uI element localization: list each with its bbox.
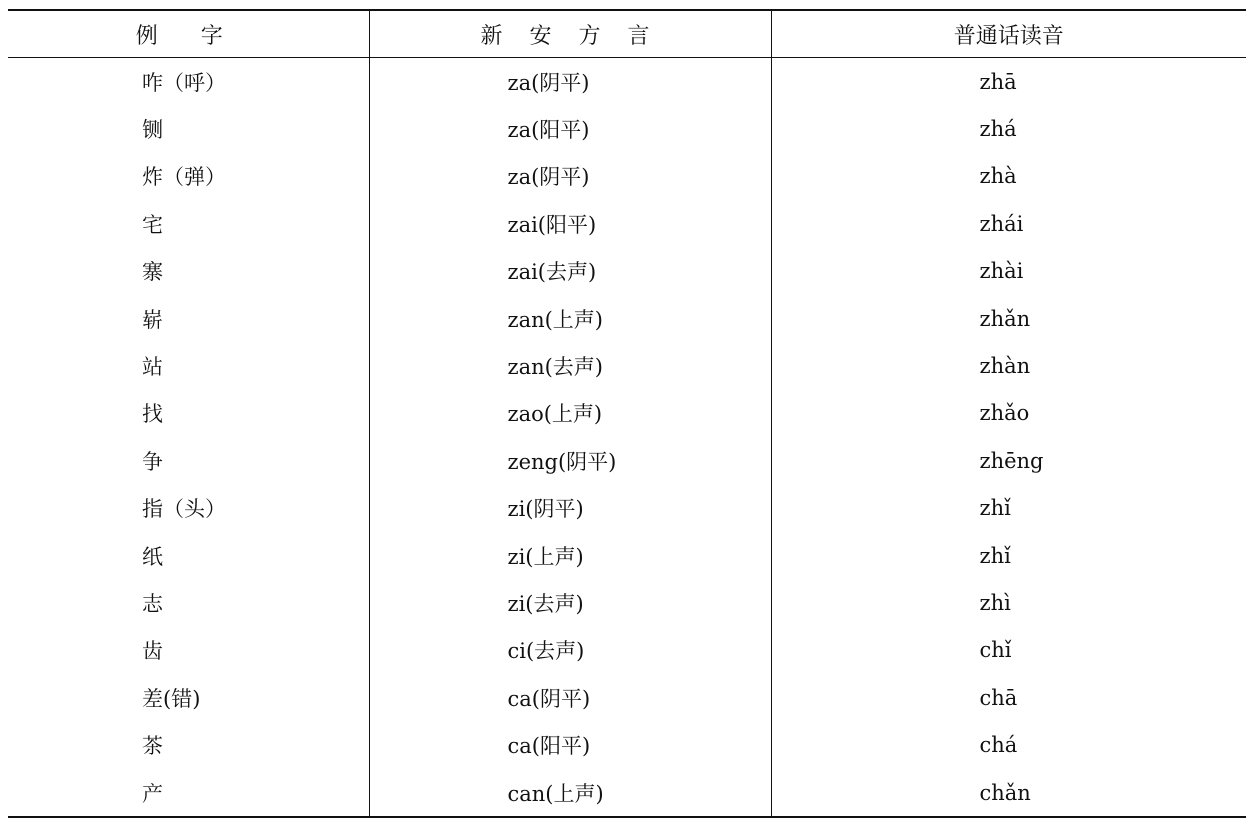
char-cell: 咋（呼） (142, 70, 226, 95)
char-cell: 产 (142, 781, 163, 806)
mandarin-reading-cell: zhǐ (771, 485, 1246, 532)
char-cell: 差(错) (142, 686, 201, 711)
mandarin-reading-cell: zhǐ (771, 532, 1246, 579)
char-cell: 寨 (142, 260, 163, 285)
mandarin-reading-cell: zhēng (771, 437, 1246, 484)
table-row (8, 200, 1246, 247)
table-row (8, 627, 1246, 674)
mandarin-reading-cell: zhá (771, 105, 1246, 152)
table-row (8, 579, 1246, 626)
char-cell: 炸（弹） (142, 165, 226, 190)
dialect-reading-cell: zi(阴平) (369, 485, 771, 532)
char-cell: 指（头） (142, 497, 226, 522)
table-row (8, 105, 1246, 152)
table-row (8, 342, 1246, 389)
mandarin-reading-cell: zhǎo (771, 390, 1246, 437)
char-cell: 争 (142, 449, 163, 474)
dialect-reading-cell: zai(阳平) (369, 200, 771, 247)
char-cell: 崭 (142, 307, 163, 332)
header-example-char: 例 字 (8, 10, 369, 58)
dialect-reading-cell: zi(上声) (369, 532, 771, 579)
dialect-reading-cell: za(阴平) (369, 58, 771, 106)
table-row (8, 721, 1246, 768)
mandarin-reading-cell: zhái (771, 200, 1246, 247)
dialect-reading-cell: zai(去声) (369, 248, 771, 295)
dialect-reading-cell: can(上声) (369, 769, 771, 817)
table-body (8, 58, 1246, 818)
dialect-reading-cell: zan(去声) (369, 342, 771, 389)
mandarin-reading-cell: zhàn (771, 342, 1246, 389)
char-cell: 茶 (142, 734, 163, 759)
dialect-reading-cell: za(阳平) (369, 105, 771, 152)
char-cell: 铡 (142, 118, 163, 143)
dialect-reading-cell: zao(上声) (369, 390, 771, 437)
table-row (8, 532, 1246, 579)
table-row (8, 674, 1246, 721)
table-row (8, 248, 1246, 295)
table-row (8, 437, 1246, 484)
char-cell: 齿 (142, 639, 163, 664)
char-cell: 找 (142, 402, 163, 427)
mandarin-reading-cell: chǐ (771, 627, 1246, 674)
char-cell: 站 (142, 355, 163, 380)
dialect-reading-cell: ci(去声) (369, 627, 771, 674)
table-row (8, 58, 1246, 106)
table-row (8, 295, 1246, 342)
pronunciation-table (8, 9, 1246, 818)
char-cell: 志 (142, 591, 163, 616)
dialect-reading-cell: ca(阴平) (369, 674, 771, 721)
mandarin-reading-cell: chá (771, 721, 1246, 768)
mandarin-reading-cell: zhài (771, 248, 1246, 295)
table-row (8, 769, 1246, 817)
header-mandarin-reading: 普通话读音 (771, 10, 1246, 58)
mandarin-reading-cell: zhà (771, 153, 1246, 200)
dialect-reading-cell: za(阴平) (369, 153, 771, 200)
dialect-reading-cell: zeng(阴平) (369, 437, 771, 484)
header-xinan-dialect: 新 安 方 言 (369, 10, 771, 58)
char-cell: 纸 (142, 544, 163, 569)
mandarin-reading-cell: chǎn (771, 769, 1246, 817)
mandarin-reading-cell: chā (771, 674, 1246, 721)
table-row (8, 153, 1246, 200)
mandarin-reading-cell: zhǎn (771, 295, 1246, 342)
char-cell: 宅 (142, 212, 163, 237)
mandarin-reading-cell: zhì (771, 579, 1246, 626)
mandarin-reading-cell: zhā (771, 58, 1246, 106)
dialect-reading-cell: ca(阳平) (369, 721, 771, 768)
dialect-reading-cell: zan(上声) (369, 295, 771, 342)
table-row (8, 390, 1246, 437)
table-row (8, 485, 1246, 532)
dialect-reading-cell: zi(去声) (369, 579, 771, 626)
header-row (8, 10, 1246, 58)
table-header (8, 10, 1246, 58)
